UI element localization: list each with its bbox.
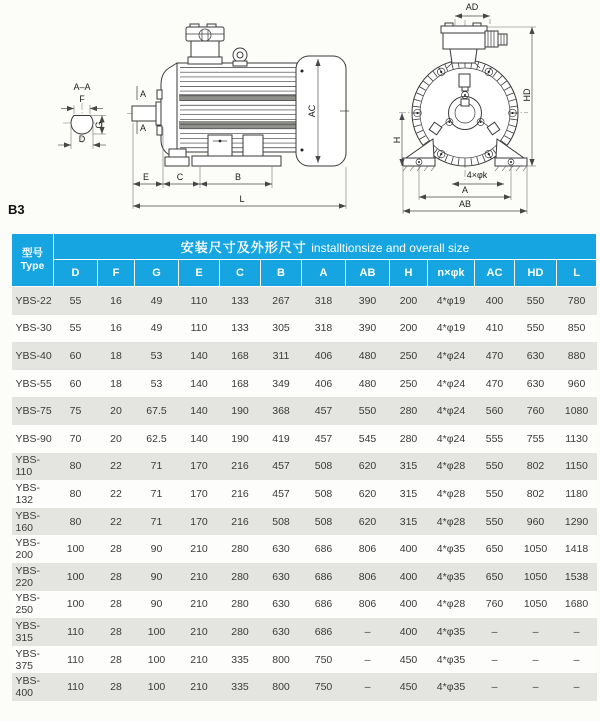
- cell: 28: [110, 598, 122, 611]
- cell: 555: [485, 432, 504, 445]
- cell: 168: [231, 377, 249, 390]
- cell: 315: [399, 515, 418, 528]
- cell: –: [532, 681, 539, 694]
- cell: 216: [231, 487, 249, 500]
- cell: 100: [66, 570, 85, 583]
- cell: 216: [231, 460, 249, 473]
- cell: 170: [190, 487, 208, 500]
- cell: 630: [272, 598, 290, 611]
- dim-label-e: E: [142, 172, 150, 182]
- cell: 170: [190, 460, 208, 473]
- cell: 550: [526, 322, 545, 335]
- cell: 4*φ35: [436, 681, 466, 694]
- motor-body: [177, 63, 300, 152]
- dim-label-hd: HD: [522, 88, 532, 102]
- cell: 750: [314, 653, 333, 666]
- cell: 390: [358, 294, 377, 307]
- cell: 450: [399, 653, 418, 666]
- cell: 267: [272, 294, 290, 307]
- cell: 760: [526, 405, 545, 418]
- cell: 750: [314, 681, 333, 694]
- cell: –: [573, 681, 580, 694]
- group-header-en: installtionsize and overall size: [311, 240, 470, 255]
- cell: 4*φ35: [436, 543, 466, 556]
- column-header: AB: [346, 260, 390, 287]
- cell: 400: [399, 543, 418, 556]
- cell: 140: [190, 349, 208, 362]
- group-header-zh: 安装尺寸及外形尺寸: [180, 239, 307, 255]
- dim-label-foot-holes: 4×φk: [466, 170, 488, 180]
- table-row: [12, 342, 597, 370]
- cell: 18: [110, 377, 122, 390]
- row-type: YBS-55: [15, 377, 52, 390]
- rear-housing: [296, 56, 346, 166]
- cell: –: [491, 681, 498, 694]
- cell: 419: [272, 432, 290, 445]
- cell: 1130: [565, 432, 588, 445]
- dim-label-ac: AC: [307, 104, 317, 118]
- column-header: C: [220, 260, 261, 287]
- cell: 508: [314, 460, 333, 473]
- cell: 335: [231, 653, 249, 666]
- cell: 4*φ35: [436, 653, 466, 666]
- cell: 20: [110, 432, 122, 445]
- cell: 200: [399, 294, 418, 307]
- cell: 560: [485, 405, 504, 418]
- dimension-table-wrap: [11, 233, 597, 701]
- cell: 4*φ28: [436, 487, 466, 500]
- cell: 960: [567, 377, 586, 390]
- cell: 780: [567, 294, 586, 307]
- cell: 311: [272, 349, 290, 362]
- cell: 90: [150, 543, 163, 556]
- table-row: [12, 453, 597, 481]
- cell: 210: [190, 598, 208, 611]
- cell: 1290: [564, 515, 589, 528]
- cell: –: [532, 653, 539, 666]
- table-row: [12, 480, 597, 508]
- cell: 210: [190, 543, 208, 556]
- cell: 1050: [523, 598, 548, 611]
- cell: 1080: [564, 405, 589, 418]
- cell: 508: [272, 515, 290, 528]
- cell: 686: [314, 625, 333, 638]
- cell: 170: [190, 515, 208, 528]
- cell: 110: [67, 653, 84, 666]
- cell: 400: [399, 570, 418, 583]
- type-header-en: Type: [20, 260, 45, 272]
- cell: 4*φ24: [436, 349, 466, 362]
- cell: 650: [485, 570, 504, 583]
- row-type: YBS-75: [15, 405, 52, 418]
- row-type: YBS-315: [15, 619, 41, 644]
- row-type: YBS-375: [15, 647, 41, 672]
- cell: 630: [526, 377, 545, 390]
- cell: –: [573, 653, 580, 666]
- table-row: [12, 370, 597, 398]
- cell: 4*φ28: [436, 460, 466, 473]
- motor-dimension-drawing: [0, 0, 600, 230]
- column-header: D: [54, 260, 98, 287]
- cell: 53: [150, 349, 163, 362]
- cell: 280: [399, 405, 418, 418]
- cell: 368: [272, 405, 290, 418]
- mounting-code-b3: B3: [8, 202, 25, 217]
- cell: 630: [272, 570, 290, 583]
- cell: 22: [110, 487, 122, 500]
- cell: 620: [358, 515, 377, 528]
- type-header-zh: 型号: [22, 247, 43, 259]
- cell: 349: [272, 377, 290, 390]
- cell: 22: [110, 460, 122, 473]
- column-header: n×φk: [428, 260, 475, 287]
- cell: 457: [314, 405, 333, 418]
- cell: 90: [150, 598, 163, 611]
- cell: 760: [485, 598, 504, 611]
- cell: 406: [314, 349, 333, 362]
- cell: 4*φ19: [436, 294, 466, 307]
- cable-gland: [485, 31, 507, 47]
- cell: 1150: [565, 460, 588, 473]
- cell: 55: [69, 322, 82, 335]
- cell: 49: [150, 294, 163, 307]
- cell: 630: [272, 543, 290, 556]
- terminal-box-side: [186, 24, 224, 64]
- cell: 140: [190, 432, 208, 445]
- cell: 49: [150, 322, 163, 335]
- cell: 4*φ28: [436, 598, 466, 611]
- table-row: [12, 535, 597, 563]
- dim-label-a: A: [461, 185, 469, 195]
- cell: 280: [399, 432, 418, 445]
- cell: 100: [66, 598, 85, 611]
- cell: 457: [314, 432, 333, 445]
- columns-row: [12, 260, 597, 287]
- cell: 806: [358, 598, 377, 611]
- dim-label-g: G: [94, 121, 104, 129]
- cell: 4*φ24: [436, 405, 466, 418]
- cell: 470: [485, 349, 504, 362]
- cell: 80: [69, 460, 82, 473]
- cell: –: [532, 625, 539, 638]
- cell: 100: [147, 625, 166, 638]
- cell: 4*φ24: [436, 377, 466, 390]
- cell: 4*φ35: [436, 570, 466, 583]
- row-type: YBS-30: [15, 322, 52, 335]
- cut-mark-a-bottom: A: [140, 123, 147, 133]
- cell: 4*φ24: [436, 432, 466, 445]
- cell: 755: [526, 432, 545, 445]
- cell: 4*φ35: [436, 625, 466, 638]
- column-header: E: [179, 260, 220, 287]
- table-body: [12, 287, 597, 701]
- cell: 802: [526, 460, 545, 473]
- cell: 480: [358, 349, 377, 362]
- cell: 630: [526, 349, 545, 362]
- cell: 4*φ28: [436, 515, 466, 528]
- cell: 18: [110, 349, 122, 362]
- cell: 457: [272, 487, 290, 500]
- cell: –: [491, 653, 498, 666]
- cell: 470: [485, 377, 504, 390]
- column-header: A: [302, 260, 346, 287]
- cell: 630: [272, 625, 290, 638]
- cell: 16: [110, 294, 122, 307]
- cell: 450: [399, 681, 418, 694]
- table-row: [12, 397, 597, 425]
- cell: 400: [399, 625, 418, 638]
- column-header: F: [98, 260, 135, 287]
- column-header: G: [135, 260, 179, 287]
- dimensions-table: [11, 233, 597, 701]
- cell: 880: [567, 349, 586, 362]
- cell: 216: [231, 515, 249, 528]
- dim-label-l: L: [239, 194, 245, 204]
- cell: 280: [231, 570, 249, 583]
- cell: 71: [150, 487, 163, 500]
- cell: 406: [314, 377, 333, 390]
- cell: 22: [110, 515, 122, 528]
- cell: 70: [69, 432, 82, 445]
- cell: 210: [190, 625, 208, 638]
- cell: 508: [314, 487, 333, 500]
- cell: 410: [485, 322, 504, 335]
- row-type: YBS-220: [15, 564, 41, 589]
- row-type: YBS-132: [15, 481, 41, 506]
- cell: –: [364, 681, 371, 694]
- table-row: [12, 673, 597, 701]
- cell: 168: [231, 349, 249, 362]
- column-header: B: [261, 260, 302, 287]
- cell: 80: [69, 515, 82, 528]
- cell: 1180: [565, 487, 588, 500]
- cell: 110: [190, 294, 208, 307]
- table-row: [12, 508, 597, 536]
- cell: 1050: [523, 543, 548, 556]
- cell: 280: [231, 543, 249, 556]
- cell: 67.5: [146, 405, 167, 418]
- cell: 850: [567, 322, 586, 335]
- table-row: [12, 618, 597, 646]
- motor-front-view: [392, 2, 536, 214]
- cell: 28: [110, 570, 122, 583]
- cell: 55: [69, 294, 82, 307]
- dim-label-ab: AB: [458, 199, 472, 209]
- cell: 545: [358, 432, 377, 445]
- cell: 190: [231, 405, 249, 418]
- table-row: [12, 591, 597, 619]
- cell: 315: [399, 487, 418, 500]
- table-row: [12, 425, 597, 453]
- dim-label-b: B: [234, 172, 242, 182]
- cell: 210: [190, 653, 208, 666]
- row-type: YBS-400: [15, 675, 41, 700]
- cell: 140: [190, 377, 208, 390]
- cell: 335: [231, 681, 249, 694]
- cell: 686: [314, 570, 333, 583]
- cell: 400: [485, 294, 504, 307]
- cell: 250: [399, 377, 418, 390]
- cell: 550: [485, 515, 504, 528]
- dim-label-h: H: [392, 136, 402, 144]
- row-type: YBS-110: [15, 454, 41, 479]
- cell: 133: [231, 322, 249, 335]
- dim-label-ad: AD: [465, 2, 479, 12]
- cell: 60: [69, 377, 82, 390]
- cell: 806: [358, 570, 377, 583]
- row-type: YBS-250: [15, 592, 41, 617]
- cell: 1418: [564, 543, 589, 556]
- cell: 4*φ19: [436, 322, 466, 335]
- shaft: [132, 106, 156, 121]
- cell: 686: [314, 543, 333, 556]
- cell: 508: [314, 515, 333, 528]
- cell: 190: [231, 432, 249, 445]
- row-type: YBS-200: [15, 537, 41, 562]
- cell: 250: [399, 349, 418, 362]
- cell: 280: [231, 625, 249, 638]
- cell: 16: [110, 322, 122, 335]
- row-type: YBS-22: [15, 294, 52, 307]
- cell: 100: [147, 681, 166, 694]
- cell: 550: [358, 405, 377, 418]
- table-row: [12, 563, 597, 591]
- cell: 133: [231, 294, 249, 307]
- shaft-cross-section: [71, 116, 93, 134]
- cell: 1050: [523, 570, 548, 583]
- cell: 80: [69, 487, 82, 500]
- cell: 90: [150, 570, 163, 583]
- table-row: [12, 287, 597, 315]
- column-header: AC: [475, 260, 515, 287]
- cell: 62.5: [146, 432, 167, 445]
- column-header: HD: [515, 260, 557, 287]
- cell: 28: [110, 625, 122, 638]
- cell: 20: [110, 405, 122, 418]
- cell: 686: [314, 598, 333, 611]
- cell: 75: [69, 405, 82, 418]
- cell: 650: [485, 543, 504, 556]
- cell: –: [364, 625, 371, 638]
- cell: 100: [66, 543, 85, 556]
- group-header: [54, 234, 597, 260]
- cell: 400: [399, 598, 418, 611]
- cell: 550: [526, 294, 545, 307]
- cell: 110: [67, 625, 84, 638]
- cell: 800: [272, 681, 290, 694]
- dim-label-c: C: [176, 172, 184, 182]
- cell: 960: [526, 515, 545, 528]
- cell: 100: [147, 653, 166, 666]
- row-type: YBS-90: [15, 432, 52, 445]
- cell: –: [491, 625, 498, 638]
- cell: 802: [526, 487, 545, 500]
- cell: 71: [150, 460, 163, 473]
- cell: 480: [358, 377, 377, 390]
- cut-mark-a-top: A: [140, 89, 147, 99]
- cell: 620: [358, 460, 377, 473]
- dim-label-f: F: [79, 94, 85, 104]
- column-header: H: [390, 260, 428, 287]
- cell: 60: [69, 349, 82, 362]
- cell: 200: [399, 322, 418, 335]
- section-view-aa: [58, 82, 106, 149]
- cell: 110: [67, 681, 84, 694]
- cell: 28: [110, 681, 122, 694]
- cell: 305: [272, 322, 290, 335]
- cell: –: [573, 625, 580, 638]
- motor-side-view: [127, 24, 349, 209]
- cell: 110: [190, 322, 208, 335]
- column-header: L: [557, 260, 597, 287]
- cell: 550: [485, 487, 504, 500]
- cell: 210: [190, 570, 208, 583]
- row-type: YBS-160: [15, 509, 41, 534]
- cell: 71: [150, 515, 163, 528]
- cell: –: [364, 653, 371, 666]
- cell: 1680: [564, 598, 589, 611]
- cell: 457: [272, 460, 290, 473]
- cell: 315: [399, 460, 418, 473]
- cell: 390: [358, 322, 377, 335]
- cell: 318: [314, 322, 333, 335]
- cell: 28: [110, 543, 122, 556]
- row-type: YBS-40: [15, 349, 52, 362]
- table-row: [12, 646, 597, 674]
- cell: 318: [314, 294, 333, 307]
- table-row: [12, 315, 597, 343]
- cell: 806: [358, 543, 377, 556]
- terminal-box-front: [441, 23, 507, 68]
- cell: 1538: [564, 570, 589, 583]
- section-title: A–A: [73, 82, 91, 92]
- dim-label-d: D: [78, 134, 86, 144]
- cell: 28: [110, 653, 122, 666]
- lifting-eyebolt: [233, 48, 247, 66]
- cell: 280: [231, 598, 249, 611]
- cell: 620: [358, 487, 377, 500]
- type-column-header: [12, 234, 54, 287]
- cell: 210: [190, 681, 208, 694]
- cell: 800: [272, 653, 290, 666]
- cell: 550: [485, 460, 504, 473]
- cell: 140: [190, 405, 208, 418]
- cell: 53: [150, 377, 163, 390]
